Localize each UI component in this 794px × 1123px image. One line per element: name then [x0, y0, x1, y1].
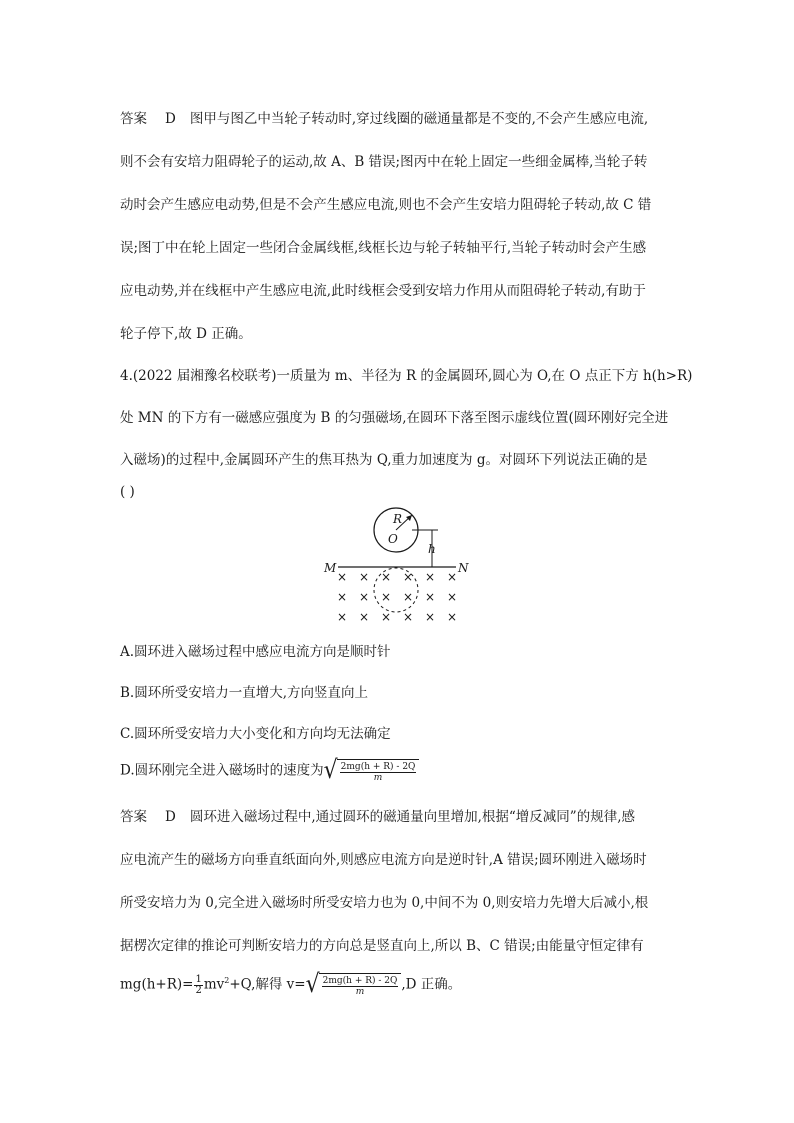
- option-C: C.圆环所受安培力大小变化和方向均无法确定: [120, 726, 391, 742]
- question4-line-1: 4.(2022 届湘豫名校联考)一质量为 m、半径为 R 的金属圆环,圆心为 O,在 O 点正下方 h(h>R): [120, 368, 693, 384]
- option-D-numerator: 2mg(h + R) - 2Q: [340, 762, 416, 772]
- field-cross: ×: [381, 610, 392, 624]
- answer3-line-5: 应电动势,并在线框中产生感应电流,此时线框会受到安培力作用从而阻碍轮子转动,有助于: [120, 283, 646, 299]
- field-cross: ×: [447, 610, 458, 624]
- answer3-line-2: 则不会有安培力阻碍轮子的运动,故 A、B 错误;图丙中在轮上固定一些细金属棒,当轮子转: [120, 154, 648, 170]
- label-O: O: [388, 532, 398, 546]
- answer-blank: ( ): [120, 484, 135, 500]
- option-D-fraction: [340, 762, 417, 783]
- field-cross: ×: [447, 590, 458, 604]
- velocity-fraction: $\frac{2mg(h + R) - 2Q}{m}$: [322, 976, 398, 997]
- label-M: M: [324, 561, 337, 575]
- label-h: h: [428, 542, 436, 556]
- velocity-sqrt: √ $\frac{2mg(h + R) - 2Q}{m}$: [306, 973, 402, 997]
- field-cross: ×: [337, 610, 348, 624]
- field-cross: ×: [447, 570, 458, 584]
- question4-line-2: 处 MN 的下方有一磁感应强度为 B 的匀强磁场,在圆环下落至图示虚线位置(圆环刚好完全进: [120, 410, 669, 426]
- answer4-line-2: 应电流产生的磁场方向垂直纸面向外,则感应电流方向是逆时针,A 错误;圆环刚进入磁场时: [120, 852, 647, 868]
- option-D-text: D.圆环刚完全进入磁场时的速度为: [120, 762, 324, 779]
- answer-letter: D: [165, 809, 176, 825]
- field-cross: ×: [337, 590, 348, 604]
- answer3-text-1: 图甲与图乙中当轮子转动时,穿过线圈的磁通量都是不变的,不会产生感应电流,: [189, 111, 649, 127]
- formula-power: 2: [224, 976, 230, 985]
- answer3-line-4: 误;图丁中在轮上固定一些闭合金属线框,线框长边与轮子转轴平行,当轮子转动时会产生感: [120, 240, 647, 256]
- answer4-formula-line: [120, 972, 461, 997]
- half-fraction: $\frac{1}{2}$: [195, 973, 202, 996]
- field-cross: ×: [425, 590, 436, 604]
- formula-start: mg(h+R)=: [120, 976, 194, 993]
- formula-mid: mv: [203, 976, 225, 993]
- answer4-text-1: 圆环进入磁场过程中,通过圆环的磁通量向里增加,根据“增反减同”的规律,感: [189, 809, 636, 825]
- option-D-denominator: m: [373, 773, 383, 783]
- formula-end: ,D 正确。: [401, 976, 462, 993]
- field-cross: ×: [359, 570, 370, 584]
- option-D-sqrt: √ $\frac{2mg(h + R) - 2Q}{m}$: [324, 759, 420, 783]
- answer3-line-6: 轮子停下,故 D 正确。: [120, 326, 252, 342]
- field-cross: ×: [425, 570, 436, 584]
- field-cross: ×: [381, 590, 392, 604]
- answer4-line-3: 所受安培力为 0,完全进入磁场时所受安培力也为 0,中间不为 0,则安培力先增大后减小,根: [120, 895, 649, 911]
- label-N: N: [458, 561, 469, 575]
- field-cross: ×: [359, 610, 370, 624]
- field-cross: ×: [381, 570, 392, 584]
- answer-label: 答案: [120, 111, 147, 127]
- label-R: R: [393, 512, 403, 526]
- field-cross: ×: [403, 570, 414, 584]
- answer-label: 答案: [120, 809, 147, 825]
- field-cross: ×: [403, 610, 414, 624]
- option-D: [120, 756, 419, 785]
- field-cross: ×: [425, 610, 436, 624]
- formula-after: +Q,解得 v=: [229, 976, 306, 993]
- answer4-line-1: [120, 808, 635, 826]
- field-cross: ×: [403, 590, 414, 604]
- option-A: A.圆环进入磁场过程中感应电流方向是顺时针: [120, 644, 391, 660]
- field-cross: ×: [359, 590, 370, 604]
- option-B: B.圆环所受安培力一直增大,方向竖直向上: [120, 685, 369, 701]
- question4-line-3: 入磁场)的过程中,金属圆环产生的焦耳热为 Q,重力加速度为 g。对圆环下列说法正确的是: [120, 452, 648, 468]
- field-cross: ×: [337, 570, 348, 584]
- answer4-line-4: 据楞次定律的推论可判断安培力的方向总是竖直向上,所以 B、C 错误;由能量守恒定律有: [120, 938, 644, 954]
- magnetic-field-crosses: [337, 570, 457, 624]
- answer-letter: D: [165, 111, 176, 127]
- ring-field-diagram: [316, 505, 476, 625]
- answer3-line-1: [120, 110, 648, 128]
- answer3-line-3: 动时会产生感应电动势,但是不会产生感应电流,则也不会产生安培力阻碍轮子转动,故 C 错: [120, 197, 652, 213]
